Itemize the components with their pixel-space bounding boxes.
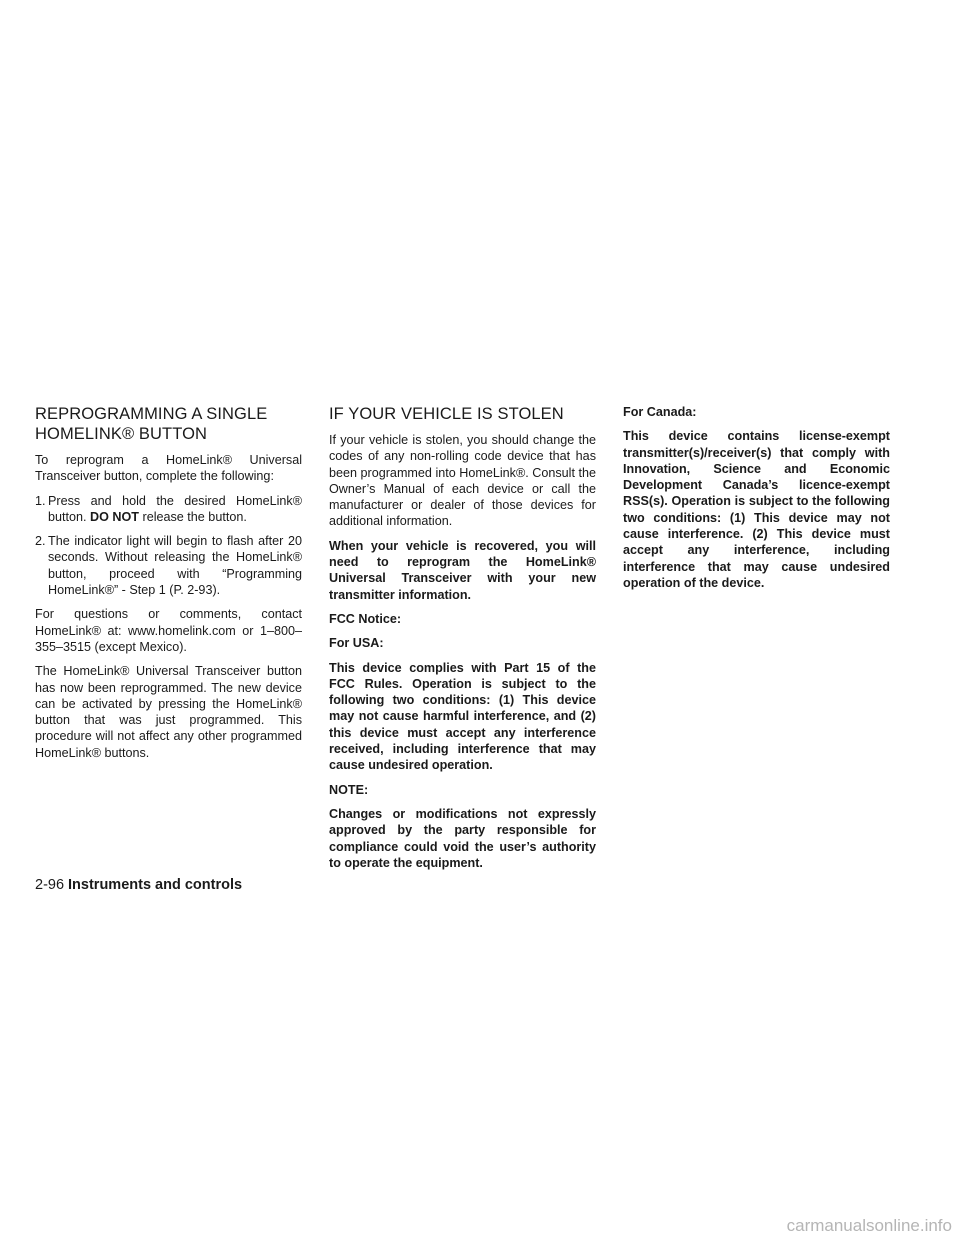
step-1-tail: release the button. <box>142 509 247 524</box>
page-number: 2-96 <box>35 877 65 893</box>
section-title: Instruments and controls <box>68 877 243 893</box>
reprogram-closing: The HomeLink® Universal Transceiver button has now been reprogrammed. The new device can be activated by pressing the HomeLink® button that was just programmed. This procedure will not affect any other programmed HomeLink® buttons. <box>35 664 302 760</box>
step-1-warning: DO NOT <box>90 509 139 524</box>
column-stolen <box>329 404 596 879</box>
step-1-number: 1. <box>35 493 46 508</box>
step-2-text: The indicator light will begin to flash after 20 seconds. Without releasing the HomeLink® button, proceed with “Programming HomeLink®” - Step 1 (P. 2-93). <box>48 534 302 598</box>
note-label: NOTE: <box>329 782 369 797</box>
page-footer <box>35 876 242 894</box>
step-1 <box>35 493 302 526</box>
column-reprogramming <box>35 404 302 769</box>
for-canada-label: For Canada: <box>623 405 697 419</box>
canada-compliance-text: This device contains license-exempt transmitter(s)/receiver(s) that comply with Innovation, Science and Economic Development Canada’s licence-exempt RSS(s). Operation is subject to the following two conditions: (1) This device may not cause interference. (2) This device must accept any interference, including interference that may cause undesired operation of the device. <box>623 429 890 590</box>
usa-compliance-text: This device complies with Part 15 of the FCC Rules. Operation is subject to the following two conditions: (1) This device may not cause harmful interference, and (2) this device must accept any interference received, including interference that may cause undesired operation. <box>329 660 596 773</box>
section-heading-reprogramming <box>35 404 302 444</box>
column-canada <box>623 404 890 599</box>
watermark: carmanualsonline.info <box>786 1216 952 1235</box>
section-heading-stolen: IF YOUR VEHICLE IS STOLEN <box>329 405 564 423</box>
contact-info: For questions or comments, contact HomeLink® at: www.homelink.com or 1–800–355–3515 (except Mexico). <box>35 607 302 654</box>
reprogram-intro: To reprogram a HomeLink® Universal Transceiver button, complete the following: <box>35 453 302 484</box>
fcc-notice-label: FCC Notice: <box>329 611 402 626</box>
for-usa-label: For USA: <box>329 636 384 651</box>
stolen-intro: If your vehicle is stolen, you should change the codes of any non-rolling code device that has been programmed into HomeLink®. Consult the Owner’s Manual of each device or call the manufacturer or dealer of those devices for additional information. <box>329 433 596 529</box>
heading-line-1: REPROGRAMMING A SINGLE <box>35 405 268 423</box>
step-1-text: Press and hold the desired HomeLink® button. <box>48 493 302 524</box>
step-2 <box>35 533 302 598</box>
note-text: Changes or modifications not expressly approved by the party responsible for compliance could void the user’s authority to operate the equipment. <box>329 806 596 870</box>
heading-line-2: HOMELINK® BUTTON <box>35 425 208 443</box>
recovered-text: When your vehicle is recovered, you will need to reprogram the HomeLink® Universal Transceiver with your new transmitter information. <box>329 538 596 602</box>
step-1-body <box>48 493 302 526</box>
step-2-number: 2. <box>35 534 46 549</box>
